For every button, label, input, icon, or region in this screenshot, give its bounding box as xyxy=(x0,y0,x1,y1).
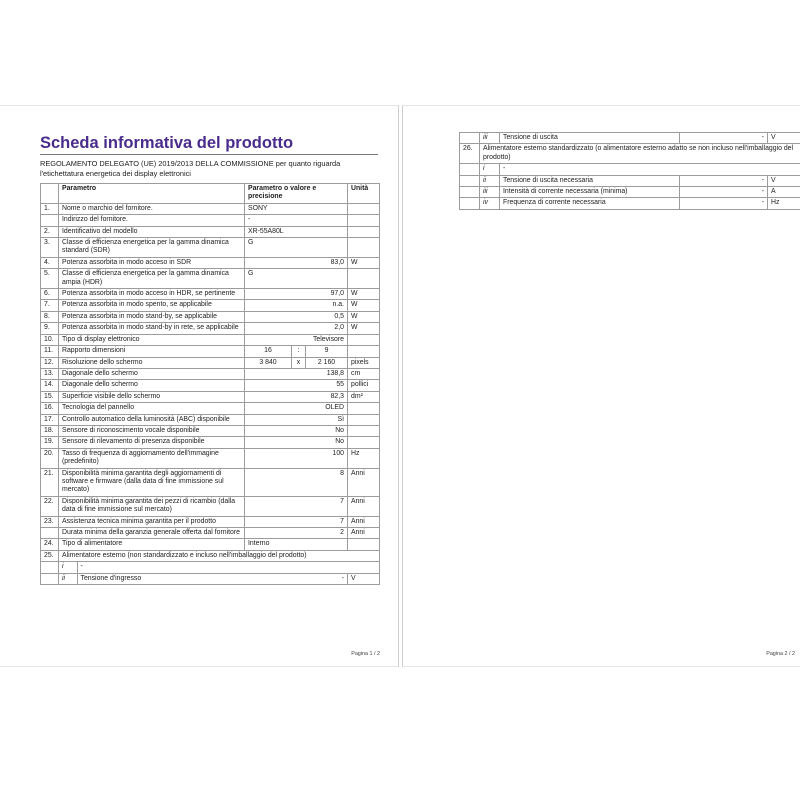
header-parametro: Parametro xyxy=(59,184,245,204)
table-cell: - xyxy=(680,198,768,209)
table-cell: Potenza assorbita in modo acceso in HDR, se pertinente xyxy=(59,289,245,300)
table-cell: W xyxy=(348,323,380,334)
table-cell: 17. xyxy=(41,414,59,425)
table-cell: 3. xyxy=(41,238,59,258)
table-cell: 2,0 xyxy=(245,323,348,334)
table-cell: W xyxy=(348,257,380,268)
table-header-row xyxy=(41,184,380,204)
table-cell: Anni xyxy=(348,496,380,516)
table-row xyxy=(41,257,380,268)
table-cell: 83,0 xyxy=(245,257,348,268)
table-cell: 1. xyxy=(41,203,59,214)
table-cell: SONY xyxy=(245,203,348,214)
table-cell: Risoluzione dello schermo xyxy=(59,357,245,368)
table-row xyxy=(460,144,800,164)
table-cell: 12. xyxy=(41,357,59,368)
table-cell: - xyxy=(341,574,344,582)
table-cell: Tecnologia del pannello xyxy=(59,403,245,414)
table-cell: Classe di efficienza energetica per la gamma dinamica ampia (HDR) xyxy=(59,269,245,289)
table-cell: 16 xyxy=(245,346,292,357)
table-cell: Intensità di corrente necessaria (minima) xyxy=(500,187,680,198)
table-cell: Potenza assorbita in modo spento, se applicabile xyxy=(59,300,245,311)
table-cell xyxy=(348,346,380,357)
table-cell: 21. xyxy=(41,468,59,496)
table-cell: 8. xyxy=(41,311,59,322)
table-cell: Tipo di display elettronico xyxy=(59,334,245,345)
table-cell: Nome o marchio del fornitore. xyxy=(59,203,245,214)
table-cell: iii xyxy=(480,187,500,198)
table-row xyxy=(41,573,380,584)
table-row xyxy=(41,516,380,527)
table-row xyxy=(460,198,800,209)
table-row xyxy=(59,562,379,572)
table-cell xyxy=(348,334,380,345)
table-cell: 26. xyxy=(460,144,480,164)
table-cell: Durata minima della garanzia generale offerta dal fornitore xyxy=(59,528,245,539)
table-cell: No xyxy=(245,425,348,436)
table-cell: G xyxy=(245,269,348,289)
table-cell: 2 xyxy=(245,528,348,539)
table-row xyxy=(41,357,380,368)
table-cell xyxy=(348,203,380,214)
table-cell: 100 xyxy=(245,448,348,468)
table-cell: 22. xyxy=(41,496,59,516)
table-cell: Tensione d'ingresso xyxy=(80,574,142,582)
table-row xyxy=(460,164,800,175)
table-cell: 55 xyxy=(245,380,348,391)
table-cell: Diagonale dello schermo xyxy=(59,368,245,379)
table-cell: W xyxy=(348,300,380,311)
table-row xyxy=(41,550,380,561)
table-cell: 7 xyxy=(245,516,348,527)
table-cell: x xyxy=(292,357,306,368)
table-row xyxy=(41,215,380,226)
table-cell: Diagonale dello schermo xyxy=(59,380,245,391)
table-cell: 2 160 xyxy=(306,357,348,368)
table-cell: Sensore di riconoscimento vocale disponibile xyxy=(59,425,245,436)
table-cell: cm xyxy=(348,368,380,379)
table-row xyxy=(41,311,380,322)
table-cell: Hz xyxy=(348,448,380,468)
table-row xyxy=(41,391,380,402)
table-cell: 2. xyxy=(41,226,59,237)
table-cell: Tensione di uscita xyxy=(500,133,680,144)
table-cell: Potenza assorbita in modo stand-by, se applicabile xyxy=(59,311,245,322)
table-row xyxy=(41,562,380,573)
table-cell xyxy=(41,562,59,573)
table-cell: pixels xyxy=(348,357,380,368)
table-cell: 25. xyxy=(41,550,59,561)
table-cell: Rapporto dimensioni xyxy=(59,346,245,357)
table-cell: 97,0 xyxy=(245,289,348,300)
table-cell: Controllo automatico della luminosità (ABC) disponibile xyxy=(59,414,245,425)
table-row xyxy=(41,414,380,425)
table-row xyxy=(41,403,380,414)
regulation-subtitle xyxy=(40,159,378,179)
table-cell: Frequenza di corrente necessaria xyxy=(500,198,680,209)
table-cell: 3 840 xyxy=(245,357,292,368)
table-cell xyxy=(41,528,59,539)
table-row xyxy=(41,368,380,379)
table-cell: 9 xyxy=(306,346,348,357)
table-cell: Superficie visibile dello schermo xyxy=(59,391,245,402)
page-number: Pagina 1 / 2 xyxy=(351,651,380,657)
table-cell: 18. xyxy=(41,425,59,436)
table-row xyxy=(41,448,380,468)
table-cell: V xyxy=(348,573,380,584)
table-cell: Televisore xyxy=(245,334,348,345)
table-cell: Disponibilità minima garantita dei pezzi di ricambio (dalla data di fine immissione sul mercato) xyxy=(59,496,245,516)
table-cell: 7 xyxy=(245,496,348,516)
product-info-table xyxy=(40,183,380,585)
table-cell: ii xyxy=(59,574,77,584)
table-cell xyxy=(59,562,380,573)
table-cell: Disponibilità minima garantita degli aggiornamenti di software e firmware (dalla data di fine immissione sul mercato) xyxy=(59,468,245,496)
table-row xyxy=(460,187,800,198)
table-cell: Anni xyxy=(348,516,380,527)
table-cell: iv xyxy=(480,198,500,209)
table-cell xyxy=(348,539,380,550)
header-unita: Unità xyxy=(348,184,380,204)
table-cell: 19. xyxy=(41,437,59,448)
table-cell: dm² xyxy=(348,391,380,402)
table-cell: Tipo di alimentatore xyxy=(59,539,245,550)
table-cell: Anni xyxy=(348,528,380,539)
table-cell: - xyxy=(80,563,83,571)
page-title: Scheda informativa del prodotto xyxy=(40,134,294,152)
table-cell: - xyxy=(680,187,768,198)
table-cell: A xyxy=(768,187,800,198)
table-cell xyxy=(41,573,59,584)
table-cell: Assistenza tecnica minima garantita per il prodotto xyxy=(59,516,245,527)
table-cell: Interno xyxy=(245,539,348,550)
table-cell: V xyxy=(768,175,800,186)
table-cell xyxy=(348,403,380,414)
table-cell: Potenza assorbita in modo acceso in SDR xyxy=(59,257,245,268)
table-row xyxy=(41,323,380,334)
table-row xyxy=(41,437,380,448)
header-valore: Parametro o valore e precisione xyxy=(245,184,348,204)
table-cell: : xyxy=(292,346,306,357)
table-cell xyxy=(41,215,59,226)
table-cell: 5. xyxy=(41,269,59,289)
table-cell xyxy=(460,175,480,186)
table-cell: 10. xyxy=(41,334,59,345)
table-cell: Alimentatore esterno standardizzato (o alimentatore esterno adatto se non incluso nell'imballaggio del prodotto) xyxy=(480,144,800,164)
table-cell: 15. xyxy=(41,391,59,402)
table-cell: Sì xyxy=(245,414,348,425)
table-cell: i xyxy=(59,562,77,572)
table-cell xyxy=(348,425,380,436)
table-cell: 6. xyxy=(41,289,59,300)
table-cell: - xyxy=(680,133,768,144)
document-page-1 xyxy=(0,105,399,667)
table-row xyxy=(460,133,800,144)
table-cell xyxy=(348,437,380,448)
table-row xyxy=(59,574,347,584)
table-cell: W xyxy=(348,289,380,300)
table-cell: 24. xyxy=(41,539,59,550)
table-cell: 16. xyxy=(41,403,59,414)
table-row xyxy=(41,468,380,496)
document-page-2 xyxy=(402,105,800,667)
sub-table-25-i xyxy=(59,562,379,572)
table-cell: Alimentatore esterno (non standardizzato e incluso nell'imballaggio del prodotto) xyxy=(59,550,380,561)
table-cell: i xyxy=(480,164,500,175)
table-row xyxy=(41,528,380,539)
table-cell: ii xyxy=(480,175,500,186)
table-cell: 23. xyxy=(41,516,59,527)
table-cell xyxy=(59,573,348,584)
table-row xyxy=(41,380,380,391)
table-row xyxy=(41,539,380,550)
table-cell xyxy=(348,226,380,237)
table-cell xyxy=(348,238,380,258)
table-cell: Sensore di rilevamento di presenza disponibile xyxy=(59,437,245,448)
table-row xyxy=(41,203,380,214)
table-cell: V xyxy=(768,133,800,144)
table-cell: - xyxy=(245,215,348,226)
table-row xyxy=(41,496,380,516)
table-cell: 14. xyxy=(41,380,59,391)
table-cell xyxy=(348,414,380,425)
table-cell: Hz xyxy=(768,198,800,209)
table-cell: Anni xyxy=(348,468,380,496)
table-cell: 138,8 xyxy=(245,368,348,379)
table-cell: - xyxy=(680,175,768,186)
table-cell: Tensione di uscita necessaria xyxy=(500,175,680,186)
table-row xyxy=(460,175,800,186)
sub-table-25-ii xyxy=(59,574,347,584)
table-cell: n.a. xyxy=(245,300,348,311)
page-number: Pagina 2 / 2 xyxy=(766,651,795,657)
table-cell: iii xyxy=(480,133,500,144)
table-cell xyxy=(460,187,480,198)
table-row xyxy=(41,269,380,289)
table-cell xyxy=(460,198,480,209)
table-cell: W xyxy=(348,311,380,322)
table-cell: 9. xyxy=(41,323,59,334)
table-cell: 7. xyxy=(41,300,59,311)
table-cell: pollici xyxy=(348,380,380,391)
table-row xyxy=(41,226,380,237)
table-cell: Classe di efficienza energetica per la gamma dinamica standard (SDR) xyxy=(59,238,245,258)
table-cell: Indirizzo del fornitore. xyxy=(59,215,245,226)
table-cell: 0,5 xyxy=(245,311,348,322)
title-rule xyxy=(40,154,378,155)
product-info-table-continued xyxy=(459,132,800,210)
table-cell: G xyxy=(245,238,348,258)
table-row xyxy=(41,289,380,300)
regulation-reference: REGOLAMENTO DELEGATO (UE) 2019/2013 DELLA COMMISSIONE xyxy=(40,159,274,168)
table-cell xyxy=(460,164,480,175)
table-cell: XR-55A80L xyxy=(245,226,348,237)
table-row xyxy=(41,334,380,345)
table-cell: 13. xyxy=(41,368,59,379)
table-cell: Tasso di frequenza di aggiornamento dell'immagine (predefinito) xyxy=(59,448,245,468)
table-row xyxy=(41,300,380,311)
table-cell: 8 xyxy=(245,468,348,496)
table-cell: 20. xyxy=(41,448,59,468)
table-cell: - xyxy=(500,164,800,175)
table-row xyxy=(41,346,380,357)
table-cell xyxy=(348,215,380,226)
table-cell xyxy=(348,269,380,289)
table-cell: Identificativo del modello xyxy=(59,226,245,237)
table-row xyxy=(41,425,380,436)
table-row xyxy=(41,238,380,258)
table-cell: 11. xyxy=(41,346,59,357)
table-cell: OLED xyxy=(245,403,348,414)
table-cell: No xyxy=(245,437,348,448)
table-cell: Potenza assorbita in modo stand-by in rete, se applicabile xyxy=(59,323,245,334)
table-cell xyxy=(41,184,59,204)
regulation-description: per quanto riguarda l'etichettatura energetica dei display elettronici xyxy=(40,159,341,178)
table-cell: 4. xyxy=(41,257,59,268)
table-cell xyxy=(460,133,480,144)
table-cell: 82,3 xyxy=(245,391,348,402)
